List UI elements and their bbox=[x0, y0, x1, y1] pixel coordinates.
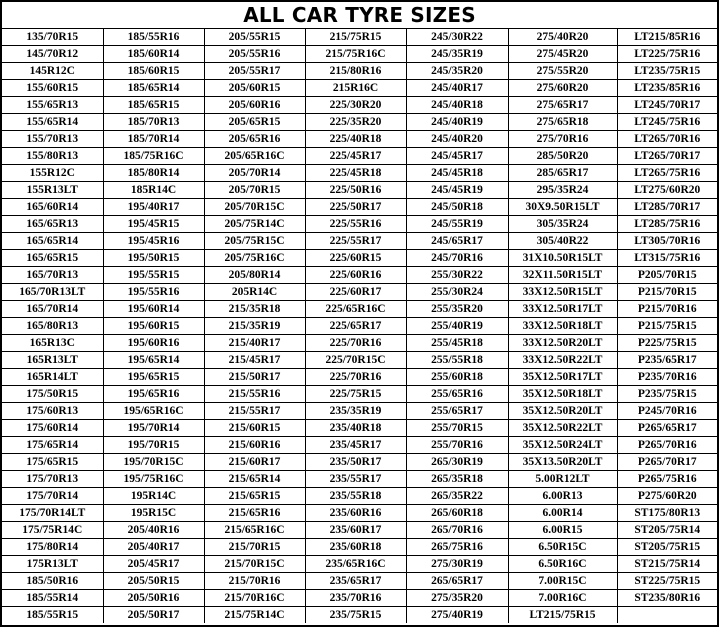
tyre-size-cell: ST175/80R13 bbox=[617, 505, 717, 522]
tyre-size-cell: 225/30R20 bbox=[305, 97, 406, 114]
tyre-size-cell: 33X12.50R22LT bbox=[508, 352, 617, 369]
tyre-size-cell: 165R13C bbox=[2, 335, 103, 352]
tyre-size-cell: 175/60R13 bbox=[2, 403, 103, 420]
tyre-size-cell: 225/50R16 bbox=[305, 182, 406, 199]
tyre-size-cell: 165/70R13 bbox=[2, 267, 103, 284]
tyre-size-cell: 205/60R15 bbox=[204, 80, 305, 97]
tyre-size-cell: 275/65R17 bbox=[508, 97, 617, 114]
tyre-size-cell: 235/50R17 bbox=[305, 454, 406, 471]
tyre-size-cell: 245/40R18 bbox=[406, 97, 508, 114]
tyre-size-cell: LT235/85R16 bbox=[617, 80, 717, 97]
tyre-size-cell: 6.50R15C bbox=[508, 539, 617, 556]
tyre-size-cell: 195/45R15 bbox=[103, 216, 204, 233]
tyre-size-cell: 215/75R14C bbox=[204, 607, 305, 624]
tyre-size-cell: 185/80R14 bbox=[103, 165, 204, 182]
tyre-size-cell: 205/55R17 bbox=[204, 63, 305, 80]
table-row bbox=[2, 114, 717, 131]
tyre-size-cell: 215/35R18 bbox=[204, 301, 305, 318]
tyre-size-cell: 205/55R16 bbox=[204, 46, 305, 63]
tyre-size-cell: 205/65R15 bbox=[204, 114, 305, 131]
table-row bbox=[2, 556, 717, 573]
tyre-size-cell: 215/50R17 bbox=[204, 369, 305, 386]
tyre-size-cell: 185/60R15 bbox=[103, 63, 204, 80]
tyre-size-cell: 275/30R19 bbox=[406, 556, 508, 573]
tyre-size-cell: P235/75R15 bbox=[617, 386, 717, 403]
tyre-size-cell: 275/70R16 bbox=[508, 131, 617, 148]
tyre-size-cell: 215/65R16 bbox=[204, 505, 305, 522]
tyre-size-cell: 195/60R16 bbox=[103, 335, 204, 352]
tyre-size-cell: 225/70R15C bbox=[305, 352, 406, 369]
tyre-size-cell: 31X10.50R15LT bbox=[508, 250, 617, 267]
tyre-size-cell: 33X12.50R15LT bbox=[508, 284, 617, 301]
tyre-size-cell: 35X12.50R20LT bbox=[508, 403, 617, 420]
tyre-size-cell: ST205/75R15 bbox=[617, 539, 717, 556]
tyre-size-cell: 195/50R15 bbox=[103, 250, 204, 267]
tyre-size-cell: LT275/60R20 bbox=[617, 182, 717, 199]
tyre-size-cell: 225/65R17 bbox=[305, 318, 406, 335]
tyre-size-cell: 255/65R17 bbox=[406, 403, 508, 420]
tyre-size-cell: LT315/75R16 bbox=[617, 250, 717, 267]
tyre-size-cell: 145R12C bbox=[2, 63, 103, 80]
tyre-size-cell: 235/55R18 bbox=[305, 488, 406, 505]
tyre-size-cell: 215/55R17 bbox=[204, 403, 305, 420]
table-row bbox=[2, 199, 717, 216]
tyre-size-cell: 275/40R19 bbox=[406, 607, 508, 624]
tyre-size-cell: P205/70R15 bbox=[617, 267, 717, 284]
tyre-size-cell: 155/60R15 bbox=[2, 80, 103, 97]
tyre-size-cell: LT285/75R16 bbox=[617, 216, 717, 233]
tyre-size-cell: LT215/75R15 bbox=[508, 607, 617, 624]
tyre-size-cell: 255/60R18 bbox=[406, 369, 508, 386]
tyre-size-cell: 7.00R15C bbox=[508, 573, 617, 590]
table-row bbox=[2, 352, 717, 369]
tyre-size-cell: 175/70R14 bbox=[2, 488, 103, 505]
tyre-size-cell: 185/60R14 bbox=[103, 46, 204, 63]
tyre-size-cell: 265/35R22 bbox=[406, 488, 508, 505]
tyre-size-cell: 185R14C bbox=[103, 182, 204, 199]
tyre-size-cell: 185/65R14 bbox=[103, 80, 204, 97]
tyre-size-cell: 225/55R17 bbox=[305, 233, 406, 250]
tyre-size-cell: 205/50R16 bbox=[103, 590, 204, 607]
tyre-size-cell: 185/55R14 bbox=[2, 590, 103, 607]
tyre-size-cell: P235/70R16 bbox=[617, 369, 717, 386]
tyre-size-cell: 205R14C bbox=[204, 284, 305, 301]
tyre-size-cell: 185/65R15 bbox=[103, 97, 204, 114]
tyre-size-cell: 145/70R12 bbox=[2, 46, 103, 63]
tyre-size-cell: 6.00R14 bbox=[508, 505, 617, 522]
tyre-size-cell: LT235/75R15 bbox=[617, 63, 717, 80]
tyre-size-cell: 35X13.50R20LT bbox=[508, 454, 617, 471]
tyre-size-cell: 155R13LT bbox=[2, 182, 103, 199]
tyre-size-cell: 245/40R17 bbox=[406, 80, 508, 97]
tyre-size-cell: LT245/75R16 bbox=[617, 114, 717, 131]
tyre-size-cell: 215/70R16 bbox=[204, 573, 305, 590]
tyre-size-cell: 195/60R14 bbox=[103, 301, 204, 318]
tyre-size-cell: P215/70R15 bbox=[617, 284, 717, 301]
tyre-size-cell: 235/65R16C bbox=[305, 556, 406, 573]
tyre-size-cell: 35X12.50R24LT bbox=[508, 437, 617, 454]
tyre-size-cell: 275/45R20 bbox=[508, 46, 617, 63]
tyre-size-cell bbox=[617, 607, 717, 624]
tyre-size-cell: 185/55R16 bbox=[103, 29, 204, 46]
tyre-size-cell: 255/65R16 bbox=[406, 386, 508, 403]
tyre-size-cell: 275/55R20 bbox=[508, 63, 617, 80]
tyre-size-cell: 205/40R17 bbox=[103, 539, 204, 556]
tyre-size-cell: 35X12.50R22LT bbox=[508, 420, 617, 437]
tyre-size-cell: 35X12.50R17LT bbox=[508, 369, 617, 386]
tyre-size-cell: 195/70R15 bbox=[103, 437, 204, 454]
tyre-size-cell: 265/70R16 bbox=[406, 522, 508, 539]
table-row bbox=[2, 573, 717, 590]
table-row bbox=[2, 284, 717, 301]
tyre-size-cell: 255/30R22 bbox=[406, 267, 508, 284]
tyre-size-cell: 5.00R12LT bbox=[508, 471, 617, 488]
table-row bbox=[2, 522, 717, 539]
tyre-size-cell: 225/40R18 bbox=[305, 131, 406, 148]
tyre-size-cell: 275/35R20 bbox=[406, 590, 508, 607]
tyre-size-cell: LT265/75R16 bbox=[617, 165, 717, 182]
table-row bbox=[2, 216, 717, 233]
tyre-size-cell: 245/45R18 bbox=[406, 165, 508, 182]
tyre-size-cell: 175/65R15 bbox=[2, 454, 103, 471]
tyre-size-cell: 265/30R19 bbox=[406, 454, 508, 471]
tyre-size-cell: 205/70R15 bbox=[204, 182, 305, 199]
tyre-size-cell: 235/65R17 bbox=[305, 573, 406, 590]
tyre-size-cell: 255/70R15 bbox=[406, 420, 508, 437]
tyre-size-cell: 235/55R17 bbox=[305, 471, 406, 488]
tyre-size-cell: 195/55R16 bbox=[103, 284, 204, 301]
tyre-size-cell: 205/60R16 bbox=[204, 97, 305, 114]
tyre-size-cell: 195/65R14 bbox=[103, 352, 204, 369]
tyre-size-cell: 7.00R16C bbox=[508, 590, 617, 607]
tyre-size-cell: 225/60R15 bbox=[305, 250, 406, 267]
tyre-size-cell: 195/55R15 bbox=[103, 267, 204, 284]
tyre-size-cell: 30X9.50R15LT bbox=[508, 199, 617, 216]
tyre-size-cell: 33X12.50R18LT bbox=[508, 318, 617, 335]
table-row bbox=[2, 420, 717, 437]
table-row bbox=[2, 590, 717, 607]
tyre-size-cell: 185/50R16 bbox=[2, 573, 103, 590]
tyre-size-cell: 195/65R16 bbox=[103, 386, 204, 403]
tyre-size-cell: 165/65R15 bbox=[2, 250, 103, 267]
tyre-size-cell: 33X12.50R17LT bbox=[508, 301, 617, 318]
tyre-size-cell: 255/45R18 bbox=[406, 335, 508, 352]
tyre-size-cell: ST225/75R15 bbox=[617, 573, 717, 590]
tyre-size-cell: 155/65R13 bbox=[2, 97, 103, 114]
tyre-size-cell: 175/50R15 bbox=[2, 386, 103, 403]
tyre-size-cell: 245/45R19 bbox=[406, 182, 508, 199]
tyre-size-cell: 245/30R22 bbox=[406, 29, 508, 46]
tyre-size-cell: 215/35R19 bbox=[204, 318, 305, 335]
table-row bbox=[2, 233, 717, 250]
tyre-size-cell: 255/40R19 bbox=[406, 318, 508, 335]
tyre-size-cell: 245/40R19 bbox=[406, 114, 508, 131]
tyre-size-cell: P265/70R17 bbox=[617, 454, 717, 471]
tyre-size-cell: 255/30R24 bbox=[406, 284, 508, 301]
tyre-size-cell: 205/65R16 bbox=[204, 131, 305, 148]
tyre-size-cell: 245/35R20 bbox=[406, 63, 508, 80]
tyre-size-cell: 235/60R16 bbox=[305, 505, 406, 522]
tyre-size-cell: 205/50R17 bbox=[103, 607, 204, 624]
tyre-size-cell: 165/65R13 bbox=[2, 216, 103, 233]
tyre-size-cell: 135/70R15 bbox=[2, 29, 103, 46]
tyre-size-cell: 205/50R15 bbox=[103, 573, 204, 590]
tyre-size-cell: 215/65R14 bbox=[204, 471, 305, 488]
tyre-size-cell: 205/55R15 bbox=[204, 29, 305, 46]
tyre-size-cell: 205/75R15C bbox=[204, 233, 305, 250]
table-row bbox=[2, 488, 717, 505]
tyre-size-cell: 195/70R15C bbox=[103, 454, 204, 471]
table-row bbox=[2, 386, 717, 403]
tyre-size-cell: 265/60R18 bbox=[406, 505, 508, 522]
tyre-size-cell: 195R15C bbox=[103, 505, 204, 522]
tyre-size-cell: P225/75R15 bbox=[617, 335, 717, 352]
tyre-size-cell: 175/75R14C bbox=[2, 522, 103, 539]
tyre-size-cell: LT225/75R16 bbox=[617, 46, 717, 63]
tyre-size-cell: 265/35R18 bbox=[406, 471, 508, 488]
tyre-size-cell: P215/75R15 bbox=[617, 318, 717, 335]
tyre-size-cell: 235/60R18 bbox=[305, 539, 406, 556]
tyre-size-cell: 175/65R14 bbox=[2, 437, 103, 454]
tyre-size-cell: P265/70R16 bbox=[617, 437, 717, 454]
tyre-size-cell: 215/40R17 bbox=[204, 335, 305, 352]
tyre-size-cell: 32X11.50R15LT bbox=[508, 267, 617, 284]
tyre-size-cell: P215/70R16 bbox=[617, 301, 717, 318]
tyre-size-cell: LT215/85R16 bbox=[617, 29, 717, 46]
tyre-size-cell: 215/45R17 bbox=[204, 352, 305, 369]
table-row bbox=[2, 182, 717, 199]
tyre-size-cell: 245/45R17 bbox=[406, 148, 508, 165]
tyre-size-cell: 235/35R19 bbox=[305, 403, 406, 420]
table-row bbox=[2, 403, 717, 420]
tyre-size-cell: 225/75R15 bbox=[305, 386, 406, 403]
tyre-size-cell: 205/75R14C bbox=[204, 216, 305, 233]
tyre-size-cell: 205/45R17 bbox=[103, 556, 204, 573]
tyre-size-cell: 165R13LT bbox=[2, 352, 103, 369]
tyre-size-cell: 225/45R17 bbox=[305, 148, 406, 165]
tyre-size-cell: 155R12C bbox=[2, 165, 103, 182]
tyre-size-cell: P265/65R17 bbox=[617, 420, 717, 437]
table-row bbox=[2, 267, 717, 284]
tyre-size-cell: 225/60R17 bbox=[305, 284, 406, 301]
tyre-size-cell: 185/75R16C bbox=[103, 148, 204, 165]
tyre-size-cell: 6.00R15 bbox=[508, 522, 617, 539]
tyre-size-cell: 6.00R13 bbox=[508, 488, 617, 505]
tyre-size-cell: 215/75R16C bbox=[305, 46, 406, 63]
tyre-size-cell: 295/35R24 bbox=[508, 182, 617, 199]
tyre-size-cell: 205/80R14 bbox=[204, 267, 305, 284]
tyre-size-cell: 255/70R16 bbox=[406, 437, 508, 454]
table-row bbox=[2, 131, 717, 148]
tyre-size-cell: 33X12.50R20LT bbox=[508, 335, 617, 352]
tyre-size-cell: 235/40R18 bbox=[305, 420, 406, 437]
tyre-size-cell: 215/70R16C bbox=[204, 590, 305, 607]
tyre-size-cell: 245/55R19 bbox=[406, 216, 508, 233]
tyre-size-cell: 235/75R15 bbox=[305, 607, 406, 624]
tyre-size-cell: 265/75R16 bbox=[406, 539, 508, 556]
table-row bbox=[2, 29, 717, 46]
tyre-size-cell: 225/35R20 bbox=[305, 114, 406, 131]
tyre-size-cell: 165/60R14 bbox=[2, 199, 103, 216]
tyre-size-cell: 155/70R13 bbox=[2, 131, 103, 148]
tyre-size-cell: 185/70R14 bbox=[103, 131, 204, 148]
tyre-size-cell: 255/55R18 bbox=[406, 352, 508, 369]
table-row bbox=[2, 46, 717, 63]
tyre-size-cell: 215/60R15 bbox=[204, 420, 305, 437]
tyre-size-cell: 195/65R16C bbox=[103, 403, 204, 420]
table-row bbox=[2, 335, 717, 352]
table-row bbox=[2, 148, 717, 165]
tyre-size-cell: 255/35R20 bbox=[406, 301, 508, 318]
tyre-size-cell: LT305/70R16 bbox=[617, 233, 717, 250]
tyre-size-cell: 195/75R16C bbox=[103, 471, 204, 488]
tyre-size-cell: LT265/70R16 bbox=[617, 131, 717, 148]
tyre-size-cell: 165/70R14 bbox=[2, 301, 103, 318]
tyre-size-cell: 225/65R16C bbox=[305, 301, 406, 318]
table-row bbox=[2, 607, 717, 624]
tyre-size-cell: 175R13LT bbox=[2, 556, 103, 573]
tyre-size-cell: 175/60R14 bbox=[2, 420, 103, 437]
tyre-size-cell: 165R14LT bbox=[2, 369, 103, 386]
tyre-size-cell: 35X12.50R18LT bbox=[508, 386, 617, 403]
tyre-size-cell: 305/40R22 bbox=[508, 233, 617, 250]
tyre-size-cell: 215R16C bbox=[305, 80, 406, 97]
tyre-size-cell: P235/65R17 bbox=[617, 352, 717, 369]
tyre-size-cell: 215/75R15 bbox=[305, 29, 406, 46]
table-row bbox=[2, 454, 717, 471]
tyre-size-cell: 6.50R16C bbox=[508, 556, 617, 573]
table-row bbox=[2, 97, 717, 114]
tyre-size-cell: 235/45R17 bbox=[305, 437, 406, 454]
tyre-size-cell: 165/65R14 bbox=[2, 233, 103, 250]
table-row bbox=[2, 471, 717, 488]
table-row bbox=[2, 80, 717, 97]
tyre-size-cell: 215/80R16 bbox=[305, 63, 406, 80]
tyre-size-cell: 165/80R13 bbox=[2, 318, 103, 335]
tyre-size-cell: P275/60R20 bbox=[617, 488, 717, 505]
tyre-size-cell: 225/70R16 bbox=[305, 369, 406, 386]
tyre-size-cell: 245/70R16 bbox=[406, 250, 508, 267]
tyre-size-cell: 225/70R16 bbox=[305, 335, 406, 352]
table-row bbox=[2, 301, 717, 318]
tyre-size-cell: 245/65R17 bbox=[406, 233, 508, 250]
tyre-size-cell: 215/65R15 bbox=[204, 488, 305, 505]
tyre-size-cell: P245/70R16 bbox=[617, 403, 717, 420]
table-row bbox=[2, 318, 717, 335]
tyre-size-cell: 235/70R16 bbox=[305, 590, 406, 607]
tyre-size-cell: LT285/70R17 bbox=[617, 199, 717, 216]
tyre-size-cell: 195/65R15 bbox=[103, 369, 204, 386]
tyre-size-cell: LT265/70R17 bbox=[617, 148, 717, 165]
tyre-size-cell: 195/40R17 bbox=[103, 199, 204, 216]
tyre-size-cell: 195/60R15 bbox=[103, 318, 204, 335]
tyre-size-cell: 305/35R24 bbox=[508, 216, 617, 233]
table-row bbox=[2, 505, 717, 522]
table-row bbox=[2, 437, 717, 454]
tyre-size-cell: 165/70R13LT bbox=[2, 284, 103, 301]
tyre-size-cell: 175/70R14LT bbox=[2, 505, 103, 522]
tyre-size-cell: 275/65R18 bbox=[508, 114, 617, 131]
tyre-size-cell: 195R14C bbox=[103, 488, 204, 505]
tyre-size-cell: ST205/75R14 bbox=[617, 522, 717, 539]
tyre-size-cell: 215/55R16 bbox=[204, 386, 305, 403]
tyre-size-cell: 245/50R18 bbox=[406, 199, 508, 216]
table-row bbox=[2, 369, 717, 386]
tyre-size-cell: 285/65R17 bbox=[508, 165, 617, 182]
table-row bbox=[2, 63, 717, 80]
tyre-size-cell: 155/80R13 bbox=[2, 148, 103, 165]
tyre-size-cell: 275/40R20 bbox=[508, 29, 617, 46]
tyre-size-table bbox=[2, 29, 717, 623]
tyre-size-cell: 265/65R17 bbox=[406, 573, 508, 590]
tyre-size-cell: 245/40R20 bbox=[406, 131, 508, 148]
tyre-size-cell: 215/60R16 bbox=[204, 437, 305, 454]
tyre-size-cell: 155/65R14 bbox=[2, 114, 103, 131]
tyre-size-cell: 195/70R14 bbox=[103, 420, 204, 437]
tyre-size-cell: 195/45R16 bbox=[103, 233, 204, 250]
tyre-size-cell: 205/70R15C bbox=[204, 199, 305, 216]
table-row bbox=[2, 250, 717, 267]
tyre-size-cell: 185/70R13 bbox=[103, 114, 204, 131]
tyre-size-cell: 205/40R16 bbox=[103, 522, 204, 539]
tyre-size-cell: 215/70R15 bbox=[204, 539, 305, 556]
tyre-size-cell: 215/65R16C bbox=[204, 522, 305, 539]
tyre-size-cell: 245/35R19 bbox=[406, 46, 508, 63]
tyre-size-cell: 185/55R15 bbox=[2, 607, 103, 624]
tyre-size-cell: LT245/70R17 bbox=[617, 97, 717, 114]
tyre-size-cell: ST215/75R14 bbox=[617, 556, 717, 573]
tyre-size-cell: 225/55R16 bbox=[305, 216, 406, 233]
tyre-size-cell: 215/70R15C bbox=[204, 556, 305, 573]
tyre-size-cell: 175/80R14 bbox=[2, 539, 103, 556]
tyre-size-cell: 225/60R16 bbox=[305, 267, 406, 284]
tyre-size-cell: P265/75R16 bbox=[617, 471, 717, 488]
page-title: ALL CAR TYRE SIZES bbox=[2, 2, 717, 29]
tyre-size-cell: 225/50R17 bbox=[305, 199, 406, 216]
tyre-size-cell: 285/50R20 bbox=[508, 148, 617, 165]
table-row bbox=[2, 539, 717, 556]
tyre-size-cell: 205/70R14 bbox=[204, 165, 305, 182]
tyre-size-cell: 175/70R13 bbox=[2, 471, 103, 488]
tyre-size-cell: 205/75R16C bbox=[204, 250, 305, 267]
tyre-size-cell: 205/65R16C bbox=[204, 148, 305, 165]
tyre-size-cell: 215/60R17 bbox=[204, 454, 305, 471]
table-row bbox=[2, 165, 717, 182]
tyre-size-cell: 225/45R18 bbox=[305, 165, 406, 182]
tyre-size-cell: ST235/80R16 bbox=[617, 590, 717, 607]
tyre-size-cell: 235/60R17 bbox=[305, 522, 406, 539]
tyre-size-cell: 275/60R20 bbox=[508, 80, 617, 97]
